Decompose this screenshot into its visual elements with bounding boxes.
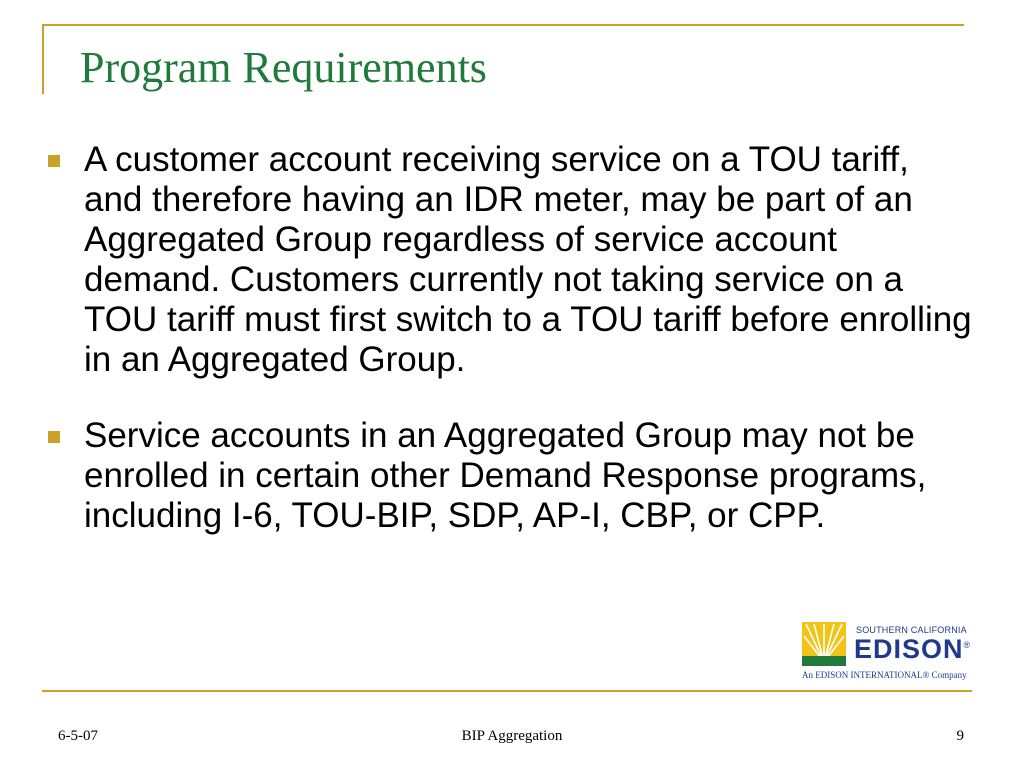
registered-mark: ® <box>963 640 972 650</box>
bullet-list <box>42 140 972 536</box>
bullet-text: A customer account receiving service on a TOU tariff, and therefore having an IDR meter, may be part of an Aggregated Group regardless of service account demand. Customers currently not taking service on a TOU tariff must first switch to a TOU tariff before enrolling in an Aggregated Group. <box>84 140 972 379</box>
square-bullet-icon <box>48 431 60 443</box>
edison-logo <box>802 622 972 682</box>
page-number: 9 <box>956 728 964 744</box>
footer-date: 6-5-07 <box>58 728 98 744</box>
square-bullet-icon <box>48 155 60 167</box>
bullet-item <box>42 416 972 536</box>
footer-rule <box>42 690 972 692</box>
footer-title: BIP Aggregation <box>461 728 563 744</box>
logo-top-line: SOUTHERN CALIFORNIA <box>856 625 967 635</box>
logo-tagline: An EDISON INTERNATIONAL® Company <box>802 670 967 680</box>
left-rule <box>42 24 44 94</box>
top-rule <box>42 24 964 26</box>
bullet-text: Service accounts in an Aggregated Group may not be enrolled in certain other Demand Response programs, including I-6, TOU-BIP, SDP, AP-I, CBP, or CPP. <box>84 416 927 535</box>
logo-name <box>854 634 971 665</box>
logo-name-text: EDISON <box>854 634 964 664</box>
sunburst-logo-icon <box>802 622 846 666</box>
slide-title: Program Requirements <box>80 43 487 92</box>
bullet-item <box>42 140 972 380</box>
